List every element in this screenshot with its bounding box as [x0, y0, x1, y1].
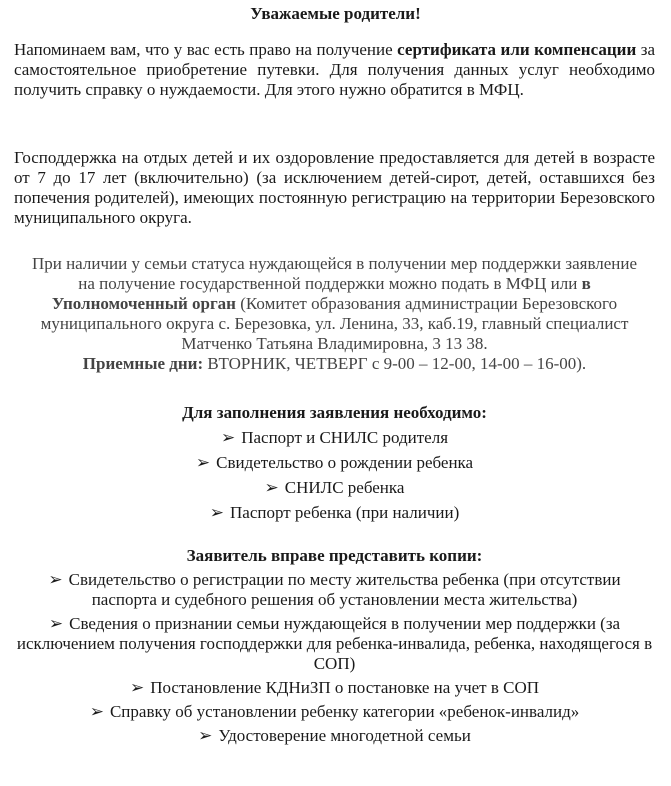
list-item-text: Паспорт ребенка (при наличии): [230, 503, 460, 522]
bullet-arrow-icon: ➢: [48, 614, 64, 633]
bullet-arrow-icon: ➢: [264, 478, 279, 497]
support-paragraph: Господдержка на отдых детей и их оздоровление предоставляется для детей в возрасте от 7 до 17 лет (включительно) (за исключением детей-сирот, детей, оставшихся без попечения родителей), имеющих постоянную регистрацию на территории Березовского муниципального округа.: [14, 148, 655, 227]
status-bold: в Уполномоченный орган: [51, 274, 591, 313]
list-item: [14, 570, 655, 610]
list-item: [14, 478, 655, 498]
list-item: [14, 702, 655, 722]
reception-days-value: ВТОРНИК, ЧЕТВЕРГ с 9-00 – 12-00, 14-00 – 16-00).: [203, 354, 587, 373]
list-item: [14, 678, 655, 698]
list-item-text: Свидетельство о регистрации по месту жительства ребенка (при отсутствии паспорта и судебного решения об установлении места жительства): [68, 570, 621, 609]
bullet-arrow-icon: ➢: [209, 503, 225, 522]
list-item-text: СНИЛС ребенка: [284, 478, 405, 497]
copies-list: [14, 570, 655, 746]
copies-section: [14, 546, 655, 746]
list-item-text: Свидетельство о рождении ребенка: [216, 453, 474, 472]
list-item-text: Справку об установлении ребенку категории «ребенок-инвалид»: [109, 702, 580, 721]
bullet-arrow-icon: ➢: [89, 702, 104, 721]
list-item-text: Паспорт и СНИЛС родителя: [241, 428, 449, 447]
bullet-arrow-icon: ➢: [48, 570, 63, 589]
reminder-paragraph: [14, 40, 655, 100]
bullet-arrow-icon: ➢: [129, 678, 145, 697]
list-item: [14, 453, 655, 473]
bullet-arrow-icon: ➢: [220, 428, 236, 447]
bullet-arrow-icon: ➢: [198, 726, 213, 745]
reminder-bold: сертификата или компенсации: [397, 40, 637, 59]
list-item-text: Удостоверение многодетной семьи: [218, 726, 471, 745]
notice-title: Уважаемые родители!: [250, 4, 421, 23]
required-docs-heading: Для заполнения заявления необходимо:: [182, 403, 487, 422]
status-paragraph: [24, 254, 645, 374]
copies-heading: Заявитель вправе представить копии:: [186, 546, 483, 565]
list-item-text: Постановление КДНиЗП о постановке на учет в СОП: [150, 678, 540, 697]
list-item: [14, 726, 655, 746]
required-docs-list: [14, 428, 655, 523]
reminder-prefix: Напоминаем вам, что у вас есть право на получение: [14, 40, 398, 59]
list-item: [14, 428, 655, 448]
status-suffix: (Комитет образования администрации Березовского муниципального округа с. Березовка, ул. Ленина, 33, каб.19, главный специалист Матченко Татьяна Владимировна, 3 13 38.: [40, 294, 629, 353]
status-prefix: При наличии у семьи статуса нуждающейся в получении мер поддержки заявление на получение государственной поддержки можно подать в МФЦ или: [31, 254, 638, 293]
bullet-arrow-icon: ➢: [195, 453, 211, 472]
list-item-text: Сведения о признании семьи нуждающейся в получении мер поддержки (за исключением получения господдержки для ребенка-инвалида, ребенка, находящегося в СОП): [16, 614, 653, 673]
list-item: [14, 614, 655, 674]
reminder-suffix: за самостоятельное приобретение путевки. Для получения данных услуг необходимо получить справку о нуждаемости. Для этого нужно обратится в МФЦ.: [14, 40, 655, 99]
required-docs-section: [14, 403, 655, 523]
list-item: [14, 503, 655, 523]
reception-days-label: Приемные дни:: [82, 354, 204, 373]
